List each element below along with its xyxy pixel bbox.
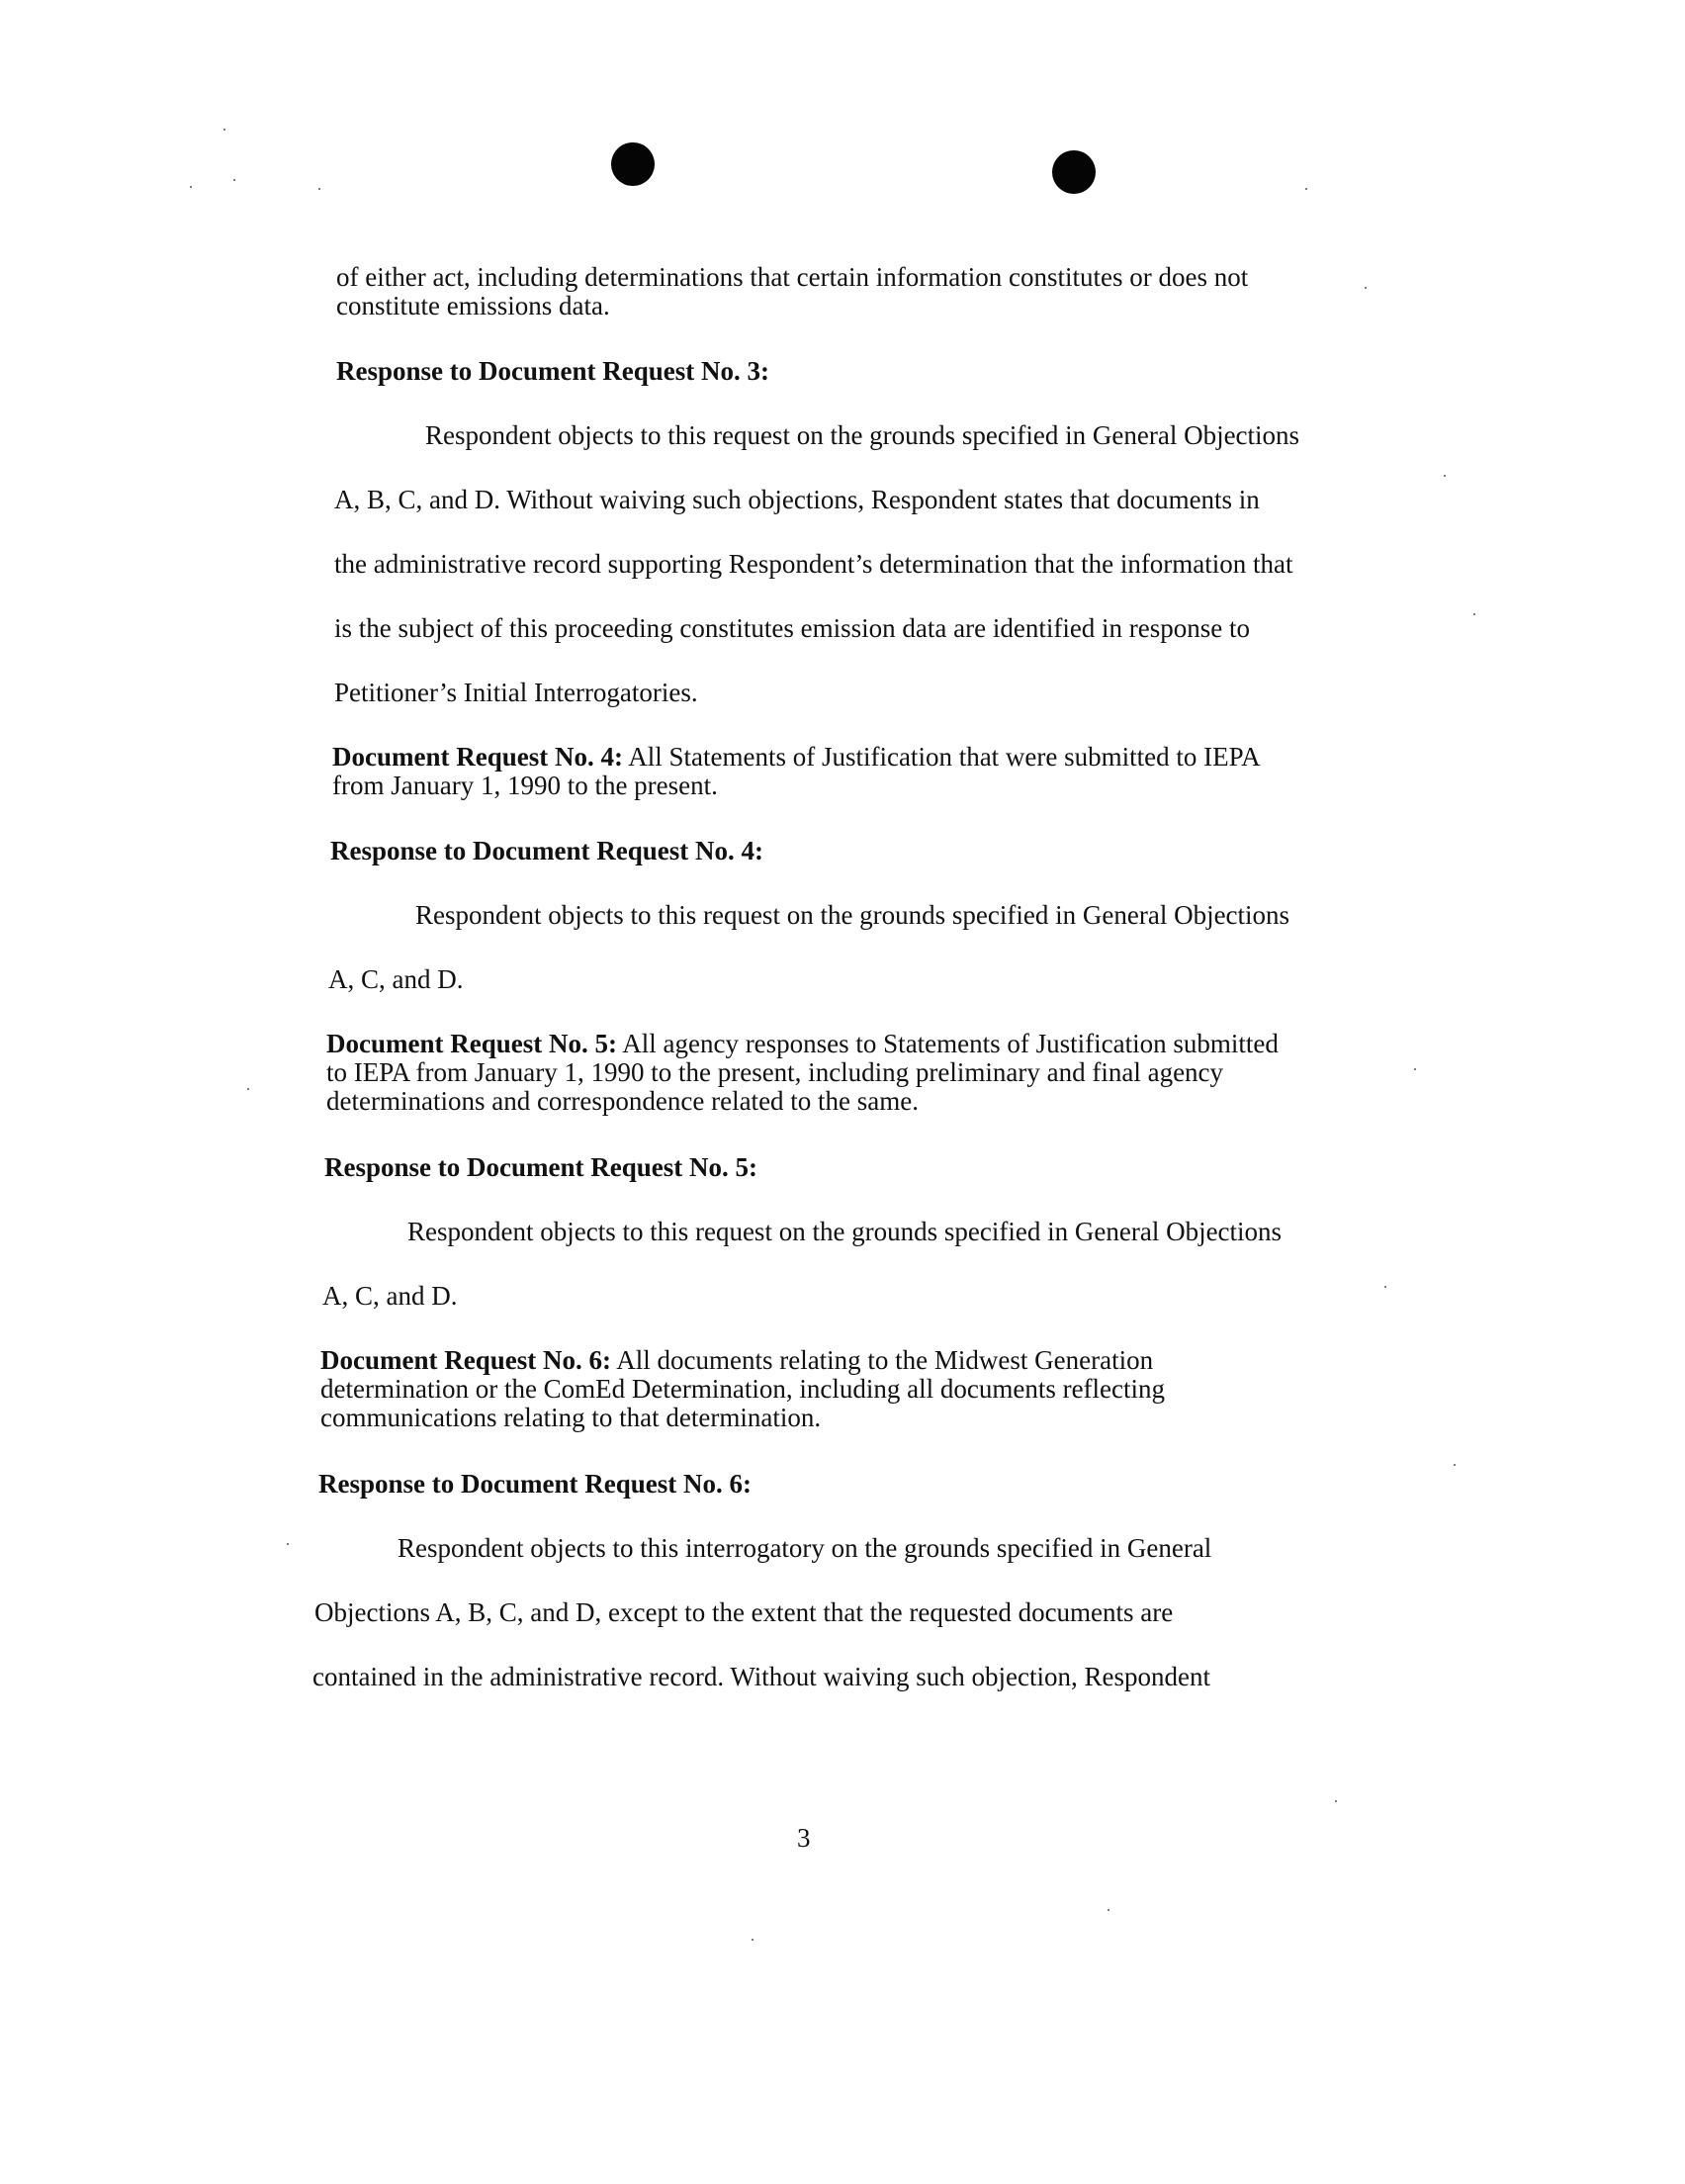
request-5-line: determinations and correspondence related to the same. — [326, 1086, 920, 1116]
request-4-line: from January 1, 1990 to the present. — [332, 771, 718, 800]
scan-speck — [1335, 1800, 1337, 1802]
scan-speck — [1454, 1464, 1456, 1466]
scan-speck — [190, 186, 192, 188]
request-6-line — [320, 1345, 1153, 1375]
request-6-label: Document Request No. 6: — [320, 1345, 611, 1375]
response-3-line: Respondent objects to this request on the grounds specified in General Objections — [425, 420, 1300, 450]
response-3-line: is the subject of this proceeding constitutes emission data are identified in response to — [334, 613, 1251, 643]
response-5-heading: Response to Document Request No. 5: — [324, 1152, 757, 1182]
request-6-line: determination or the ComEd Determination, including all documents reflecting — [320, 1374, 1166, 1404]
response-6-heading: Response to Document Request No. 6: — [318, 1469, 752, 1499]
scan-speck — [287, 1543, 289, 1545]
response-4-line: A, C, and D. — [328, 964, 464, 994]
response-4-heading: Response to Document Request No. 4: — [330, 836, 763, 865]
request-4-text: All Statements of Justification that were submitted to IEPA — [628, 742, 1261, 772]
scan-speck — [1384, 1286, 1386, 1288]
request-5-text: All agency responses to Statements of Justification submitted — [622, 1029, 1279, 1058]
scan-speck — [1305, 188, 1307, 190]
intro-line: of either act, including determinations that certain information constitutes or does not — [336, 262, 1249, 292]
scan-speck — [1365, 287, 1367, 289]
scan-speck — [1444, 475, 1446, 477]
request-6-text: All documents relating to the Midwest Generation — [616, 1345, 1154, 1375]
punch-hole-left — [611, 142, 655, 186]
scan-speck — [247, 1088, 249, 1090]
response-6-line: contained in the administrative record. Without waiving such objection, Respondent — [312, 1662, 1210, 1691]
request-5-line — [326, 1029, 1279, 1058]
response-6-line: Objections A, B, C, and D, except to the extent that the requested documents are — [314, 1597, 1174, 1627]
punch-hole-right — [1052, 150, 1096, 194]
page-number: 3 — [797, 1823, 811, 1853]
request-4-label: Document Request No. 4: — [332, 742, 623, 772]
response-3-line: A, B, C, and D. Without waiving such objections, Respondent states that documents in — [334, 485, 1260, 514]
response-6-line: Respondent objects to this interrogatory on the grounds specified in General — [398, 1533, 1212, 1563]
scan-speck — [233, 179, 235, 181]
request-5-label: Document Request No. 5: — [326, 1029, 617, 1058]
request-4-line — [332, 742, 1261, 772]
scan-speck — [1473, 613, 1475, 615]
scan-speck — [1108, 1909, 1109, 1911]
scan-speck — [223, 129, 225, 131]
response-3-line: the administrative record supporting Respondent’s determination that the information that — [334, 549, 1293, 579]
scan-speck — [752, 1939, 754, 1941]
scan-speck — [1414, 1068, 1416, 1070]
request-5-line: to IEPA from January 1, 1990 to the present, including preliminary and final agency — [326, 1057, 1224, 1087]
intro-line: constitute emissions data. — [336, 291, 610, 320]
response-4-line: Respondent objects to this request on the grounds specified in General Objections — [415, 900, 1290, 930]
response-5-line: A, C, and D. — [322, 1281, 458, 1311]
response-3-heading: Response to Document Request No. 3: — [336, 356, 769, 386]
response-3-line: Petitioner’s Initial Interrogatories. — [334, 678, 698, 707]
response-5-line: Respondent objects to this request on the grounds specified in General Objections — [407, 1217, 1283, 1246]
request-6-line: communications relating to that determination. — [320, 1403, 822, 1432]
scan-speck — [318, 188, 320, 190]
